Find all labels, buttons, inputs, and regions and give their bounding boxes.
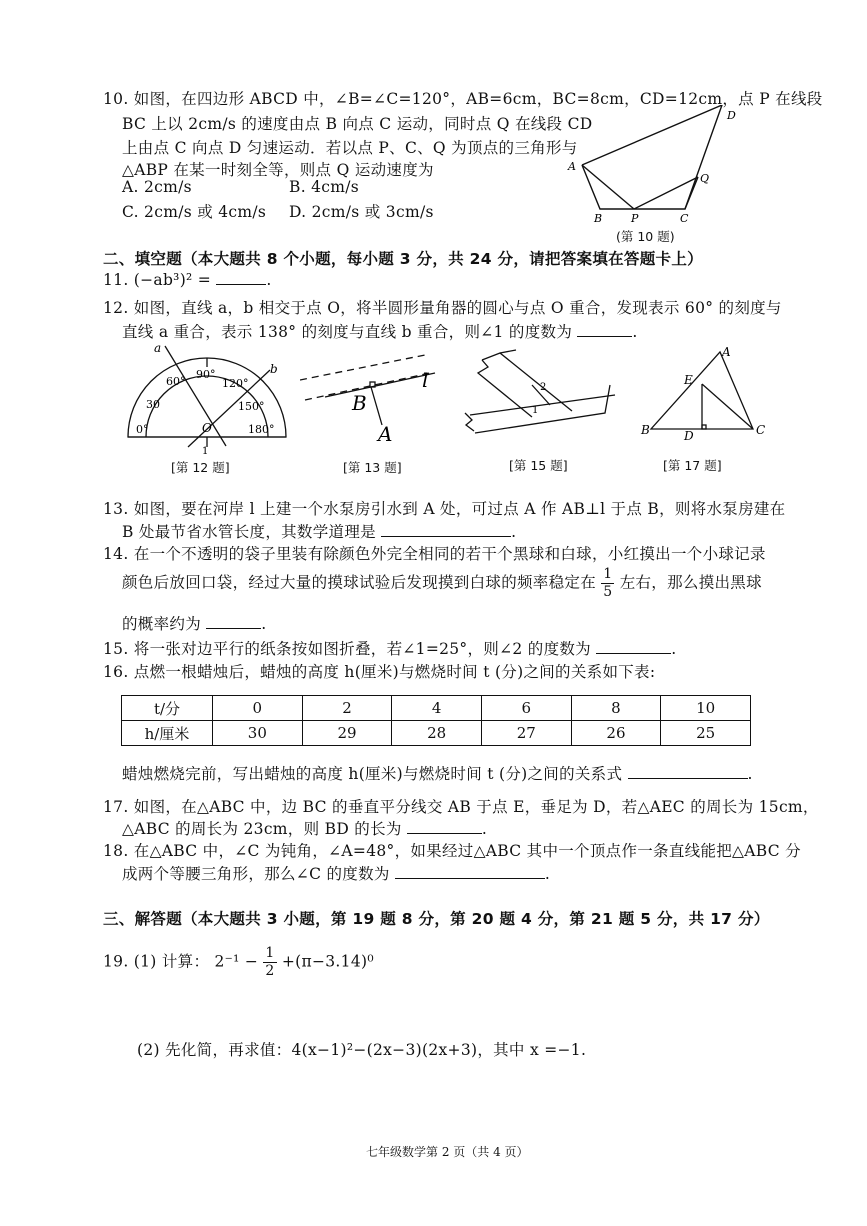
q10-line1: 10. 如图，在四边形 ABCD 中，∠B=∠C=120°，AB=6cm，BC=8cm，CD=12cm，点 P 在线段 — [103, 90, 823, 108]
q11-text: 11. (−ab³)² = — [103, 271, 212, 289]
fig13-label-b: B — [352, 391, 367, 415]
table-row — [122, 696, 751, 721]
q19-fraction — [263, 945, 276, 980]
table-cell: 28 — [392, 721, 482, 746]
q12-line2 — [122, 320, 638, 342]
fig10-label-b: B — [594, 212, 603, 225]
page-footer: 七年级数学第 2 页（共 4 页） — [366, 1145, 529, 1159]
q17-line2 — [122, 817, 487, 839]
q18-line2-text: 成两个等腰三角形，那么∠C 的度数为 — [122, 865, 390, 883]
section-2-heading: 二、填空题（本大题共 8 个小题，每小题 3 分，共 24 分，请把答案填在答题卡上） — [103, 250, 703, 268]
q10-option-c: C. 2cm/s 或 4cm/s — [122, 203, 267, 221]
fig15-label-1: 1 — [532, 405, 539, 416]
table-cell: h/厘米 — [122, 721, 213, 746]
fig12-tick-90: 90° — [196, 368, 216, 381]
q19-fraction-numerator: 1 — [265, 945, 275, 961]
q16-line2 — [122, 762, 753, 784]
fig15-label-2: 2 — [540, 382, 547, 393]
table-cell: 2 — [302, 696, 392, 721]
q12-line1: 12. 如图，直线 a，b 相交于点 O，将半圆形量角器的圆心与点 O 重合，发现表示 60° 的刻度与 — [103, 299, 782, 317]
q12-answer-blank[interactable] — [577, 322, 632, 337]
q19-part1-label: 19. (1) 计算： — [103, 952, 210, 971]
fig10-caption: (第 10 题) — [616, 229, 675, 244]
q18-line1: 18. 在△ABC 中，∠C 为钝角，∠A=48°，如果经过△ABC 其中一个顶点作一条直线能把△ABC 分 — [103, 842, 801, 860]
q17-answer-blank[interactable] — [407, 819, 482, 834]
figure-15 — [460, 345, 625, 440]
table-row — [122, 721, 751, 746]
table-cell: 6 — [481, 696, 571, 721]
table-cell: 29 — [302, 721, 392, 746]
fig12-label-angle1: 1 — [202, 446, 209, 455]
table-cell: 0 — [213, 696, 303, 721]
q16-end: . — [747, 765, 753, 783]
q12-end: . — [632, 323, 638, 341]
q13-answer-blank[interactable] — [381, 522, 511, 537]
q13-line2 — [122, 520, 516, 542]
q19-expr-a: 2⁻¹ − — [214, 952, 259, 971]
q18-answer-blank[interactable] — [395, 864, 545, 879]
table-cell: 4 — [392, 696, 482, 721]
section-3-heading: 三、解答题（本大题共 3 小题，第 19 题 8 分，第 20 题 4 分，第 21 题 5 分，共 17 分） — [103, 910, 770, 928]
q15 — [103, 637, 676, 659]
q13-line1: 13. 如图，要在河岸 l 上建一个水泵房引水到 A 处，可过点 A 作 AB⊥l 于点 B，则将水泵房建在 — [103, 500, 786, 518]
fig17-label-e: E — [684, 373, 693, 387]
fig17-label-a: A — [722, 345, 731, 359]
q14-fraction-denominator: 5 — [603, 583, 613, 600]
q18-end: . — [544, 865, 551, 883]
q11-answer-blank[interactable] — [216, 270, 266, 285]
q19-fraction-denominator: 2 — [265, 962, 275, 979]
q16-line1: 16. 点燃一根蜡烛后，蜡烛的高度 h(厘米)与燃烧时间 t (分)之间的关系如下表: — [103, 663, 656, 681]
table-cell: 30 — [213, 721, 303, 746]
fig12-label-a: a — [154, 341, 162, 355]
table-cell: 10 — [661, 696, 751, 721]
q14-line2 — [122, 566, 762, 601]
q11 — [103, 270, 272, 289]
figure-13 — [300, 345, 445, 450]
q10-line2: BC 上以 2cm/s 的速度由点 B 向点 C 运动，同时点 Q 在线段 CD — [122, 115, 593, 133]
q17-line1: 17. 如图，在△ABC 中，边 BC 的垂直平分线交 AB 于点 E，垂足为 D，若△AEC 的周长为 15cm， — [103, 798, 819, 816]
fig12-tick-150: 150° — [238, 400, 265, 413]
q14-line3-text: 的概率约为 — [122, 615, 202, 633]
q14-fraction — [601, 566, 614, 601]
fig15-caption: [第 15 题] — [509, 458, 568, 473]
q14-fraction-numerator: 1 — [603, 566, 613, 582]
q17-end: . — [481, 820, 488, 838]
q11-end: . — [266, 271, 272, 289]
fig12-tick-60: 60° — [166, 375, 186, 388]
q14-line2a: 颜色后放回口袋，经过大量的摸球试验后发现摸到白球的频率稳定在 — [122, 573, 597, 592]
q14-answer-blank[interactable] — [206, 614, 261, 629]
q16-line2-text: 蜡烛燃烧完前，写出蜡烛的高度 h(厘米)与燃烧时间 t (分)之间的关系式 — [122, 765, 623, 783]
fig13-caption: [第 13 题] — [343, 460, 402, 475]
fig12-tick-30: 30 — [146, 398, 160, 411]
q19-part1 — [103, 945, 374, 980]
q10-line4: △ABP 在某一时刻全等，则点 Q 运动速度为 — [122, 161, 434, 179]
q15-end: . — [671, 640, 677, 658]
fig10-label-c: C — [680, 212, 689, 225]
fig12-tick-0: 0° — [136, 423, 149, 436]
q13-end: . — [511, 523, 517, 541]
q10-option-b: B. 4cm/s — [289, 178, 360, 196]
fig10-label-p: P — [631, 212, 639, 225]
fig12-label-o: O — [202, 421, 212, 435]
q19-expr-b: +(π−3.14)⁰ — [281, 952, 374, 971]
q14-line1: 14. 在一个不透明的袋子里装有除颜色外完全相同的若干个黑球和白球，小红摸出一个小球记录 — [103, 545, 766, 563]
fig17-label-c: C — [756, 423, 766, 437]
table-cell: 25 — [661, 721, 751, 746]
table-cell: 26 — [571, 721, 661, 746]
q17-line2-text: △ABC 的周长为 23cm，则 BD 的长为 — [122, 820, 402, 838]
q10-line3: 上由点 C 向点 D 匀速运动．若以点 P、C、Q 为顶点的三角形与 — [122, 139, 578, 157]
q16-table — [121, 695, 751, 746]
fig12-tick-180: 180° — [248, 423, 275, 436]
fig12-caption: [第 12 题] — [171, 460, 230, 475]
q14-line3 — [122, 612, 266, 634]
fig10-label-a: A — [568, 160, 576, 173]
q15-answer-blank[interactable] — [596, 639, 671, 654]
q10-option-a: A. 2cm/s — [122, 178, 192, 196]
fig12-label-b: b — [270, 362, 278, 376]
q14-line2b: 左右，那么摸出黑球 — [619, 573, 762, 592]
table-cell: t/分 — [122, 696, 213, 721]
fig17-label-b: B — [641, 423, 650, 437]
fig10-label-q: Q — [700, 172, 710, 185]
fig10-label-d: D — [727, 109, 736, 122]
q13-line2-text: B 处最节省水管长度，其数学道理是 — [122, 523, 376, 541]
q12-line2-text: 直线 a 重合，表示 138° 的刻度与直线 b 重合，则∠1 的度数为 — [122, 323, 573, 341]
fig17-caption: [第 17 题] — [663, 458, 722, 473]
figure-17 — [638, 342, 768, 442]
figure-10 — [560, 105, 760, 245]
q14-end: . — [261, 615, 267, 633]
fig12-tick-120: 120° — [222, 377, 249, 390]
table-cell: 8 — [571, 696, 661, 721]
q15-text: 15. 将一张对边平行的纸条按如图折叠，若∠1=25°，则∠2 的度数为 — [103, 640, 591, 658]
q19-part2: (2) 先化简，再求值：4(x−1)²−(2x−3)(2x+3)，其中 x =−1. — [137, 1041, 587, 1059]
fig13-label-l: l — [422, 368, 429, 392]
q18-line2 — [122, 862, 550, 884]
fig13-label-a: A — [378, 422, 393, 446]
q16-answer-blank[interactable] — [628, 764, 748, 779]
q10-option-d: D. 2cm/s 或 3cm/s — [289, 203, 434, 221]
table-cell: 27 — [481, 721, 571, 746]
fig17-label-d: D — [684, 429, 694, 442]
figure-12 — [118, 340, 293, 455]
